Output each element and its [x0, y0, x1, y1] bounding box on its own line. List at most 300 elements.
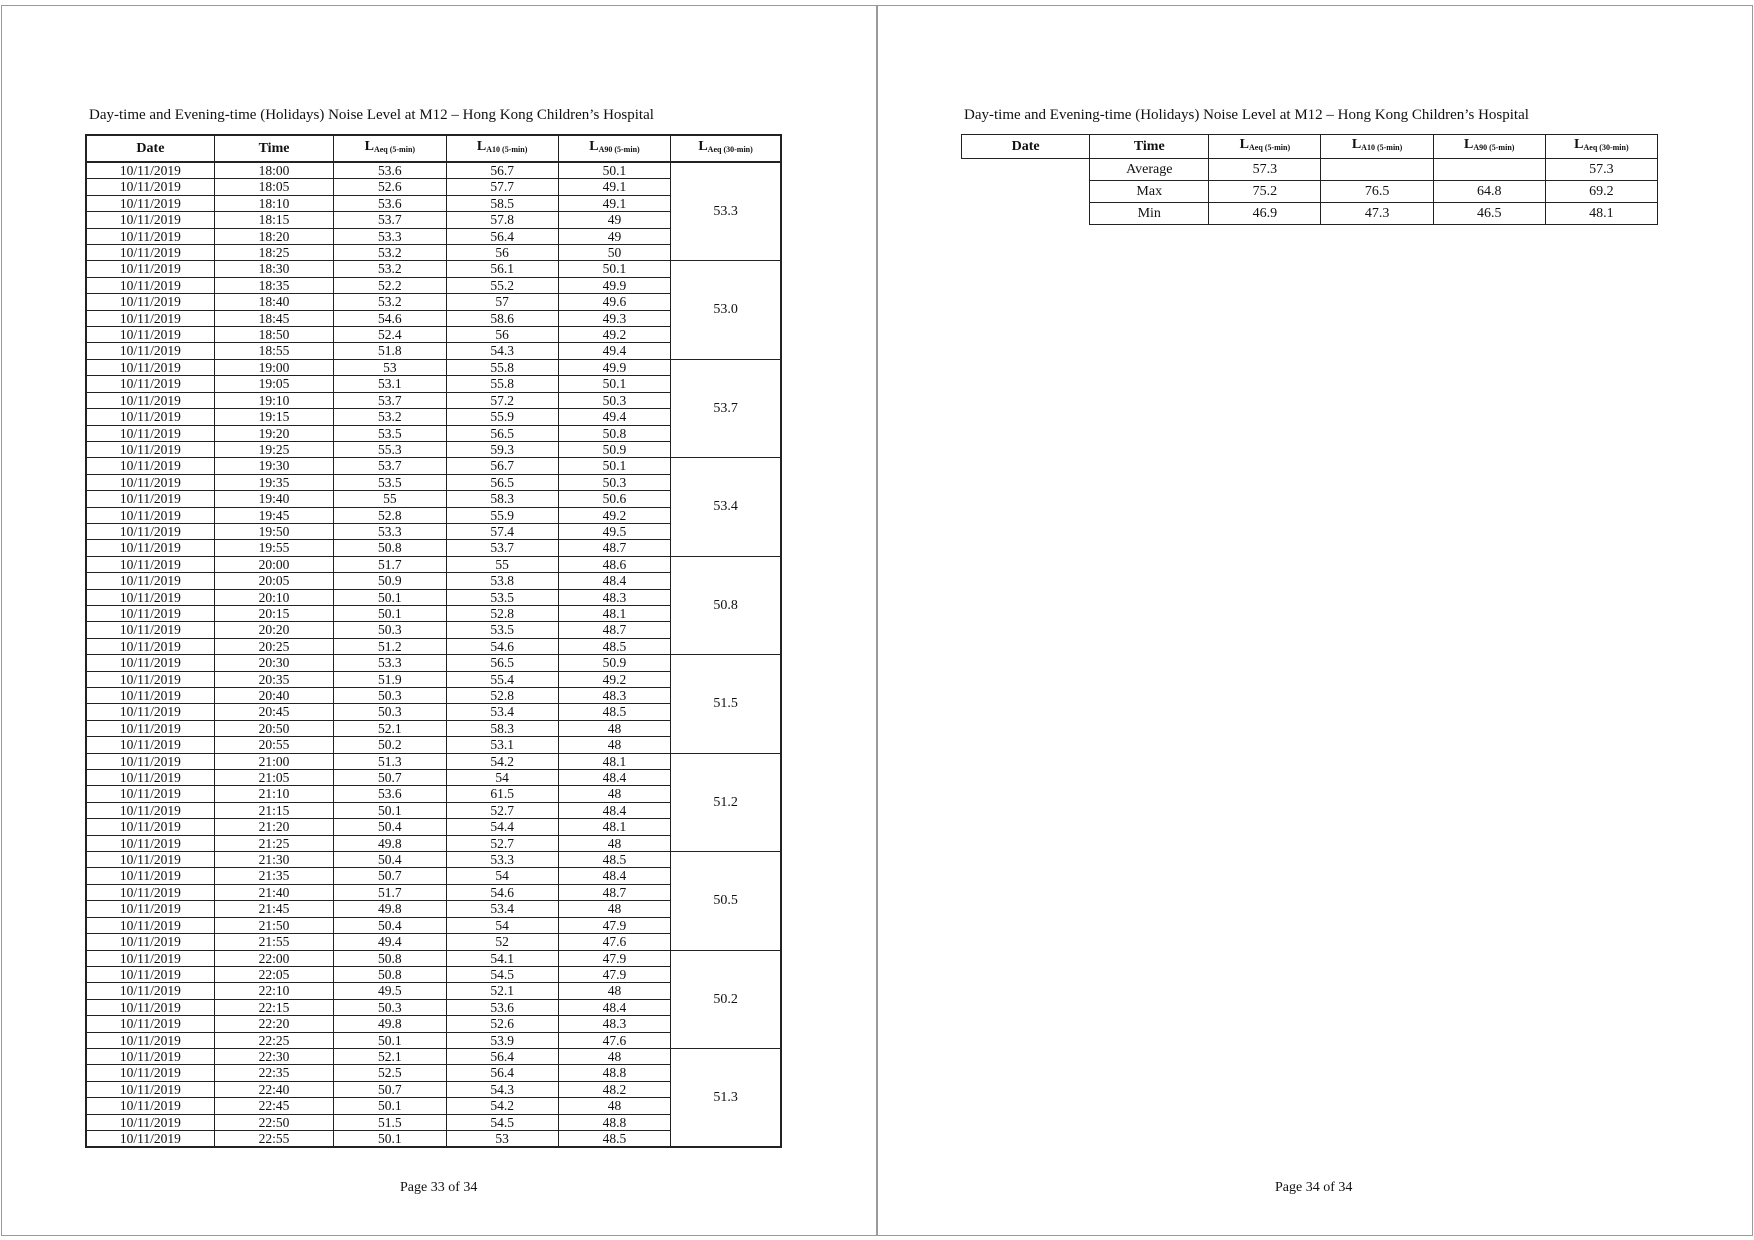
cell-la10-5min: 57.7	[446, 179, 558, 195]
cell-la90-5min: 50.9	[558, 441, 670, 457]
cell-date: 10/11/2019	[86, 507, 214, 523]
header-la10-5min: $L_{A10 (5-min)}$	[1321, 135, 1433, 159]
cell-la10-5min: 53.3	[446, 852, 558, 868]
cell-laeq-5min: 49.8	[334, 901, 446, 917]
cell-la90-5min: 48	[558, 1098, 670, 1114]
cell-date: 10/11/2019	[86, 441, 214, 457]
cell-date: 10/11/2019	[86, 819, 214, 835]
cell-time: 18:35	[214, 277, 333, 293]
cell-time: 19:00	[214, 359, 333, 375]
table-title: Day-time and Evening-time (Holidays) Noise Level at M12 – Hong Kong Children’s Hospital	[89, 107, 654, 123]
cell-la90-5min: 50.1	[558, 261, 670, 277]
table-row	[86, 852, 781, 868]
cell-date: 10/11/2019	[86, 901, 214, 917]
noise-level-table	[85, 134, 782, 1148]
cell-date: 10/11/2019	[86, 540, 214, 556]
cell-date: 10/11/2019	[86, 343, 214, 359]
cell-time: 22:05	[214, 966, 333, 982]
cell-time: 19:10	[214, 392, 333, 408]
cell-la10-5min: 52.7	[446, 835, 558, 851]
cell-la90-5min: 50.6	[558, 491, 670, 507]
cell-time: 22:35	[214, 1065, 333, 1081]
cell-time: 21:10	[214, 786, 333, 802]
cell-la90-5min: 48.7	[558, 884, 670, 900]
document-page-33	[1, 5, 877, 1236]
cell-laeq-5min: 50.4	[334, 819, 446, 835]
cell-la10-5min: 58.3	[446, 491, 558, 507]
cell-la10-5min: 56.1	[446, 261, 558, 277]
cell-laeq-30min: 53.7	[671, 359, 781, 457]
cell-time: 21:40	[214, 884, 333, 900]
summary-la10-5min: 76.5	[1321, 181, 1433, 203]
table-row	[86, 655, 781, 671]
cell-la90-5min: 48.8	[558, 1114, 670, 1130]
cell-time: 19:45	[214, 507, 333, 523]
cell-la10-5min: 56.4	[446, 1048, 558, 1064]
cell-laeq-30min: 53.4	[671, 458, 781, 556]
cell-date: 10/11/2019	[86, 950, 214, 966]
cell-la90-5min: 48.4	[558, 802, 670, 818]
cell-time: 18:05	[214, 179, 333, 195]
cell-la90-5min: 48.3	[558, 1016, 670, 1032]
cell-time: 21:15	[214, 802, 333, 818]
cell-time: 21:50	[214, 917, 333, 933]
cell-la90-5min: 48	[558, 901, 670, 917]
summary-la90-5min	[1433, 159, 1545, 181]
table-title: Day-time and Evening-time (Holidays) Noise Level at M12 – Hong Kong Children’s Hospital	[964, 107, 1529, 123]
cell-date: 10/11/2019	[86, 605, 214, 621]
cell-time: 22:25	[214, 1032, 333, 1048]
cell-laeq-5min: 53.2	[334, 261, 446, 277]
summary-la10-5min	[1321, 159, 1433, 181]
cell-la10-5min: 55.4	[446, 671, 558, 687]
cell-la90-5min: 48.1	[558, 819, 670, 835]
cell-laeq-30min: 50.8	[671, 556, 781, 654]
header-date: Date	[962, 135, 1090, 159]
cell-la90-5min: 48.1	[558, 753, 670, 769]
cell-la90-5min: 49.4	[558, 409, 670, 425]
cell-date: 10/11/2019	[86, 983, 214, 999]
cell-laeq-30min: 53.3	[671, 162, 781, 261]
header-laeq-30min: $L_{Aeq (30-min)}$	[671, 135, 781, 162]
cell-date: 10/11/2019	[86, 245, 214, 261]
cell-la90-5min: 49.2	[558, 671, 670, 687]
cell-la90-5min: 48.3	[558, 589, 670, 605]
cell-date: 10/11/2019	[86, 556, 214, 572]
cell-la90-5min: 48.4	[558, 770, 670, 786]
table-row	[86, 162, 781, 179]
cell-laeq-5min: 50.1	[334, 605, 446, 621]
cell-la90-5min: 50.1	[558, 458, 670, 474]
cell-laeq-30min: 51.3	[671, 1048, 781, 1147]
cell-laeq-5min: 53.6	[334, 195, 446, 211]
cell-date: 10/11/2019	[86, 458, 214, 474]
cell-la90-5min: 50	[558, 245, 670, 261]
cell-la10-5min: 52.1	[446, 983, 558, 999]
cell-la90-5min: 48	[558, 1048, 670, 1064]
cell-time: 19:25	[214, 441, 333, 457]
cell-la90-5min: 48.5	[558, 638, 670, 654]
cell-la10-5min: 54.3	[446, 1081, 558, 1097]
cell-la90-5min: 48	[558, 720, 670, 736]
cell-date: 10/11/2019	[86, 392, 214, 408]
cell-la90-5min: 49	[558, 228, 670, 244]
cell-la10-5min: 54.3	[446, 343, 558, 359]
cell-laeq-30min: 53.0	[671, 261, 781, 359]
cell-la90-5min: 48.1	[558, 605, 670, 621]
cell-time: 18:10	[214, 195, 333, 211]
cell-la90-5min: 49.9	[558, 359, 670, 375]
cell-la10-5min: 52.6	[446, 1016, 558, 1032]
cell-time: 20:10	[214, 589, 333, 605]
cell-laeq-5min: 55.3	[334, 441, 446, 457]
cell-la10-5min: 53	[446, 1130, 558, 1147]
cell-la10-5min: 54.6	[446, 884, 558, 900]
cell-la90-5min: 48.4	[558, 999, 670, 1015]
cell-la10-5min: 52.7	[446, 802, 558, 818]
cell-la90-5min: 49.3	[558, 310, 670, 326]
cell-time: 20:35	[214, 671, 333, 687]
cell-la10-5min: 55.2	[446, 277, 558, 293]
cell-time: 20:20	[214, 622, 333, 638]
cell-la90-5min: 49.1	[558, 195, 670, 211]
cell-laeq-5min: 50.1	[334, 1032, 446, 1048]
cell-la10-5min: 54	[446, 917, 558, 933]
cell-date: 10/11/2019	[86, 162, 214, 179]
cell-date: 10/11/2019	[86, 638, 214, 654]
summary-laeq-30min: 69.2	[1545, 181, 1657, 203]
cell-date: 10/11/2019	[86, 655, 214, 671]
cell-laeq-5min: 53.1	[334, 376, 446, 392]
cell-la10-5min: 56	[446, 245, 558, 261]
cell-la10-5min: 58.5	[446, 195, 558, 211]
cell-laeq-5min: 50.4	[334, 852, 446, 868]
cell-laeq-5min: 50.3	[334, 704, 446, 720]
cell-time: 19:50	[214, 523, 333, 539]
summary-blank-cell	[962, 159, 1090, 181]
cell-la10-5min: 54.4	[446, 819, 558, 835]
cell-time: 21:35	[214, 868, 333, 884]
cell-date: 10/11/2019	[86, 671, 214, 687]
header-la90-5min: $L_{A90 (5-min)}$	[1433, 135, 1545, 159]
summary-laeq-5min: 57.3	[1209, 159, 1321, 181]
cell-date: 10/11/2019	[86, 770, 214, 786]
cell-date: 10/11/2019	[86, 688, 214, 704]
cell-la10-5min: 56.5	[446, 425, 558, 441]
cell-time: 20:30	[214, 655, 333, 671]
header-la90-5min: $L_{A90 (5-min)}$	[558, 135, 670, 162]
summary-row	[962, 159, 1658, 181]
cell-date: 10/11/2019	[86, 884, 214, 900]
cell-time: 22:15	[214, 999, 333, 1015]
summary-blank-cell	[962, 181, 1090, 203]
cell-date: 10/11/2019	[86, 802, 214, 818]
cell-la10-5min: 57.4	[446, 523, 558, 539]
cell-date: 10/11/2019	[86, 1065, 214, 1081]
cell-date: 10/11/2019	[86, 737, 214, 753]
cell-la10-5min: 54	[446, 770, 558, 786]
cell-date: 10/11/2019	[86, 622, 214, 638]
cell-la10-5min: 53.9	[446, 1032, 558, 1048]
cell-la90-5min: 48	[558, 983, 670, 999]
summary-label: Max	[1090, 181, 1209, 203]
table-row	[86, 359, 781, 375]
cell-laeq-5min: 52.1	[334, 1048, 446, 1064]
cell-date: 10/11/2019	[86, 1081, 214, 1097]
cell-la10-5min: 58.3	[446, 720, 558, 736]
table-row	[86, 458, 781, 474]
cell-la90-5min: 48	[558, 786, 670, 802]
cell-la10-5min: 53.1	[446, 737, 558, 753]
table-row	[86, 753, 781, 769]
cell-la10-5min: 55.9	[446, 507, 558, 523]
cell-date: 10/11/2019	[86, 1114, 214, 1130]
cell-time: 22:55	[214, 1130, 333, 1147]
cell-la10-5min: 53.8	[446, 573, 558, 589]
cell-time: 20:40	[214, 688, 333, 704]
cell-la10-5min: 55.8	[446, 376, 558, 392]
cell-date: 10/11/2019	[86, 835, 214, 851]
cell-time: 18:20	[214, 228, 333, 244]
cell-laeq-5min: 50.8	[334, 950, 446, 966]
header-laeq-5min: $L_{Aeq (5-min)}$	[334, 135, 446, 162]
header-laeq-30min: $L_{Aeq (30-min)}$	[1545, 135, 1657, 159]
cell-date: 10/11/2019	[86, 1048, 214, 1064]
cell-time: 22:30	[214, 1048, 333, 1064]
cell-date: 10/11/2019	[86, 523, 214, 539]
cell-la10-5min: 54.5	[446, 1114, 558, 1130]
cell-la90-5min: 49.4	[558, 343, 670, 359]
cell-laeq-5min: 53	[334, 359, 446, 375]
cell-date: 10/11/2019	[86, 934, 214, 950]
cell-time: 19:30	[214, 458, 333, 474]
cell-la90-5min: 49.5	[558, 523, 670, 539]
cell-la90-5min: 47.9	[558, 966, 670, 982]
cell-laeq-5min: 50.7	[334, 868, 446, 884]
cell-date: 10/11/2019	[86, 753, 214, 769]
cell-la10-5min: 53.5	[446, 589, 558, 605]
summary-row	[962, 181, 1658, 203]
cell-time: 21:00	[214, 753, 333, 769]
cell-time: 20:05	[214, 573, 333, 589]
cell-time: 20:45	[214, 704, 333, 720]
summary-laeq-5min: 75.2	[1209, 181, 1321, 203]
cell-time: 20:25	[214, 638, 333, 654]
cell-time: 18:55	[214, 343, 333, 359]
summary-label: Average	[1090, 159, 1209, 181]
cell-date: 10/11/2019	[86, 868, 214, 884]
cell-date: 10/11/2019	[86, 917, 214, 933]
cell-la10-5min: 57.2	[446, 392, 558, 408]
cell-la90-5min: 49	[558, 212, 670, 228]
cell-la10-5min: 56.4	[446, 228, 558, 244]
cell-laeq-5min: 53.5	[334, 425, 446, 441]
cell-la10-5min: 56.7	[446, 162, 558, 179]
cell-time: 21:45	[214, 901, 333, 917]
page-number: Page 33 of 34	[400, 1180, 478, 1195]
summary-table	[961, 134, 1658, 225]
cell-la10-5min: 52.8	[446, 688, 558, 704]
header-date: Date	[86, 135, 214, 162]
cell-la10-5min: 59.3	[446, 441, 558, 457]
summary-la90-5min: 64.8	[1433, 181, 1545, 203]
cell-date: 10/11/2019	[86, 195, 214, 211]
cell-la10-5min: 58.6	[446, 310, 558, 326]
cell-laeq-5min: 49.4	[334, 934, 446, 950]
summary-la10-5min: 47.3	[1321, 203, 1433, 225]
cell-laeq-5min: 51.5	[334, 1114, 446, 1130]
cell-la90-5min: 49.1	[558, 179, 670, 195]
cell-la10-5min: 55.9	[446, 409, 558, 425]
cell-la10-5min: 54.1	[446, 950, 558, 966]
cell-la10-5min: 56.4	[446, 1065, 558, 1081]
cell-time: 19:35	[214, 474, 333, 490]
cell-date: 10/11/2019	[86, 425, 214, 441]
cell-date: 10/11/2019	[86, 261, 214, 277]
page-number: Page 34 of 34	[1275, 1180, 1353, 1195]
cell-laeq-5min: 51.8	[334, 343, 446, 359]
cell-la90-5min: 48.4	[558, 573, 670, 589]
cell-la90-5min: 49.9	[558, 277, 670, 293]
cell-la10-5min: 53.4	[446, 901, 558, 917]
cell-date: 10/11/2019	[86, 212, 214, 228]
cell-laeq-5min: 54.6	[334, 310, 446, 326]
cell-la90-5min: 48.5	[558, 704, 670, 720]
cell-la10-5min: 57.8	[446, 212, 558, 228]
cell-laeq-5min: 52.8	[334, 507, 446, 523]
cell-time: 20:50	[214, 720, 333, 736]
cell-la10-5min: 54.2	[446, 1098, 558, 1114]
cell-la90-5min: 50.3	[558, 392, 670, 408]
table-row	[86, 950, 781, 966]
cell-laeq-5min: 50.7	[334, 770, 446, 786]
cell-laeq-5min: 52.5	[334, 1065, 446, 1081]
cell-date: 10/11/2019	[86, 786, 214, 802]
cell-la10-5min: 55	[446, 556, 558, 572]
cell-time: 20:00	[214, 556, 333, 572]
header-time: Time	[214, 135, 333, 162]
cell-time: 22:20	[214, 1016, 333, 1032]
cell-time: 19:40	[214, 491, 333, 507]
cell-date: 10/11/2019	[86, 310, 214, 326]
cell-laeq-5min: 50.7	[334, 1081, 446, 1097]
cell-laeq-5min: 50.4	[334, 917, 446, 933]
cell-date: 10/11/2019	[86, 852, 214, 868]
cell-laeq-5min: 50.3	[334, 999, 446, 1015]
cell-time: 21:30	[214, 852, 333, 868]
cell-la10-5min: 55.8	[446, 359, 558, 375]
cell-la10-5min: 61.5	[446, 786, 558, 802]
cell-la10-5min: 56.5	[446, 474, 558, 490]
cell-la10-5min: 54.6	[446, 638, 558, 654]
cell-laeq-5min: 50.1	[334, 802, 446, 818]
cell-laeq-5min: 51.3	[334, 753, 446, 769]
cell-la90-5min: 47.6	[558, 1032, 670, 1048]
cell-date: 10/11/2019	[86, 999, 214, 1015]
cell-date: 10/11/2019	[86, 704, 214, 720]
cell-la90-5min: 50.1	[558, 162, 670, 179]
cell-time: 21:05	[214, 770, 333, 786]
cell-la90-5min: 47.9	[558, 950, 670, 966]
cell-time: 22:45	[214, 1098, 333, 1114]
cell-la90-5min: 48.7	[558, 540, 670, 556]
cell-date: 10/11/2019	[86, 327, 214, 343]
cell-laeq-5min: 50.3	[334, 688, 446, 704]
cell-la10-5min: 56.5	[446, 655, 558, 671]
cell-la10-5min: 53.5	[446, 622, 558, 638]
table-row	[86, 1048, 781, 1064]
header-la10-5min: $L_{A10 (5-min)}$	[446, 135, 558, 162]
cell-laeq-5min: 50.1	[334, 1098, 446, 1114]
cell-laeq-5min: 53.7	[334, 212, 446, 228]
cell-time: 20:55	[214, 737, 333, 753]
cell-laeq-5min: 51.2	[334, 638, 446, 654]
cell-la90-5min: 48.5	[558, 852, 670, 868]
cell-la10-5min: 54	[446, 868, 558, 884]
cell-laeq-5min: 50.2	[334, 737, 446, 753]
cell-time: 22:40	[214, 1081, 333, 1097]
cell-la90-5min: 49.2	[558, 507, 670, 523]
cell-la90-5min: 50.9	[558, 655, 670, 671]
table-row	[86, 261, 781, 277]
summary-la90-5min: 46.5	[1433, 203, 1545, 225]
cell-laeq-5min: 51.9	[334, 671, 446, 687]
cell-la90-5min: 48.3	[558, 688, 670, 704]
cell-laeq-5min: 49.5	[334, 983, 446, 999]
cell-date: 10/11/2019	[86, 1130, 214, 1147]
table-body	[86, 162, 781, 1147]
cell-time: 19:55	[214, 540, 333, 556]
cell-laeq-5min: 51.7	[334, 556, 446, 572]
cell-date: 10/11/2019	[86, 966, 214, 982]
cell-date: 10/11/2019	[86, 359, 214, 375]
cell-date: 10/11/2019	[86, 573, 214, 589]
cell-la10-5min: 53.4	[446, 704, 558, 720]
cell-laeq-5min: 52.2	[334, 277, 446, 293]
cell-date: 10/11/2019	[86, 491, 214, 507]
cell-time: 21:55	[214, 934, 333, 950]
cell-laeq-5min: 50.1	[334, 589, 446, 605]
cell-la90-5min: 49.6	[558, 294, 670, 310]
cell-time: 19:05	[214, 376, 333, 392]
table-header-row	[962, 135, 1658, 159]
cell-laeq-5min: 51.7	[334, 884, 446, 900]
cell-date: 10/11/2019	[86, 1098, 214, 1114]
cell-laeq-5min: 53.6	[334, 162, 446, 179]
cell-laeq-5min: 53.7	[334, 392, 446, 408]
summary-laeq-30min: 57.3	[1545, 159, 1657, 181]
cell-date: 10/11/2019	[86, 294, 214, 310]
cell-laeq-5min: 53.5	[334, 474, 446, 490]
cell-date: 10/11/2019	[86, 474, 214, 490]
summary-label: Min	[1090, 203, 1209, 225]
cell-time: 22:50	[214, 1114, 333, 1130]
cell-laeq-30min: 50.2	[671, 950, 781, 1048]
cell-date: 10/11/2019	[86, 179, 214, 195]
summary-body	[962, 159, 1658, 225]
cell-time: 19:15	[214, 409, 333, 425]
cell-date: 10/11/2019	[86, 1016, 214, 1032]
header-time: Time	[1090, 135, 1209, 159]
cell-time: 21:25	[214, 835, 333, 851]
cell-la90-5min: 50.8	[558, 425, 670, 441]
cell-la10-5min: 57	[446, 294, 558, 310]
cell-la90-5min: 48	[558, 835, 670, 851]
cell-laeq-5min: 50.9	[334, 573, 446, 589]
cell-laeq-30min: 50.5	[671, 852, 781, 950]
cell-la10-5min: 53.7	[446, 540, 558, 556]
cell-time: 18:15	[214, 212, 333, 228]
